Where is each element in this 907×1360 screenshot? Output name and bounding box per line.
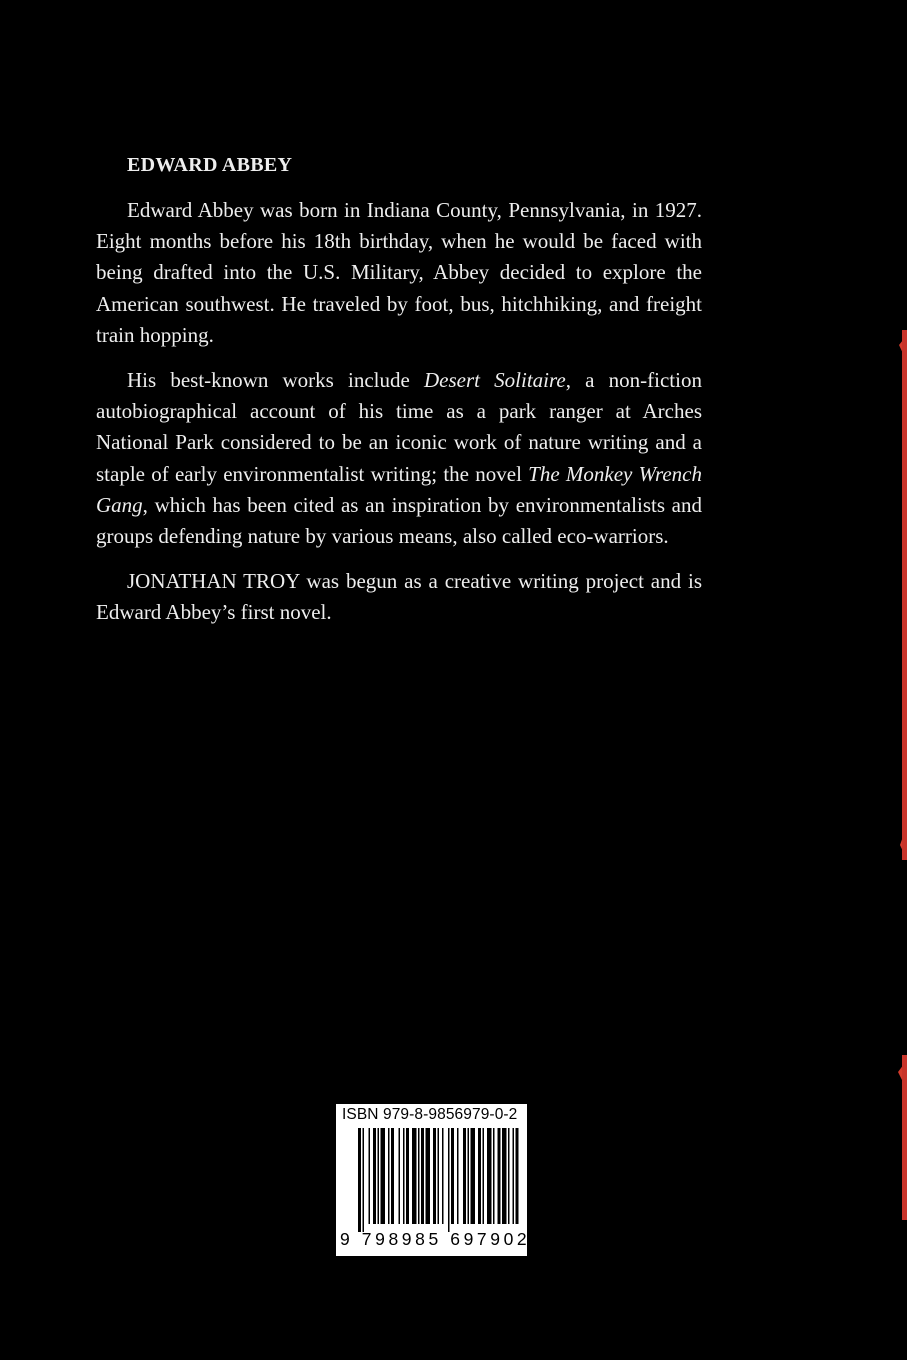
works-text-1: His best-known works include xyxy=(127,368,425,393)
author-bio-paragraph: Edward Abbey was born in Indiana County, Pennsylvania, in 1927. Eight months before his 18th birthday, when he would be faced with being drafted into the U.S. Military, Abbey decided to explore the American southwest. He traveled by foot, bus, hitchhiking, and freight train hopping. xyxy=(96,198,702,347)
works-text-2: , a non-fiction autobiographical account of his time as a park ranger at Arches National Park considered to be an iconic work of nature writing and a staple of early environmentalist writing; the novel xyxy=(96,368,702,486)
first-novel-paragraph: JONATHAN TROY was begun as a creative writing project and is Edward Abbey’s first novel. xyxy=(96,569,702,625)
about-author-section xyxy=(96,148,702,643)
best-known-works-paragraph xyxy=(96,365,702,552)
red-stripe-decoration xyxy=(895,0,907,1360)
isbn-label: ISBN 979-8-9856979-0-2 xyxy=(342,1106,518,1123)
author-heading: EDWARD ABBEY xyxy=(127,154,293,176)
book-title-desert-solitaire: Desert Solitaire xyxy=(424,368,566,393)
works-text-3: , which has been cited as an inspiration by environmentalists and groups defending nature by various means, also called eco-warriors. xyxy=(96,492,702,549)
book-title-monkey-wrench-gang: The Monkey Wrench Gang xyxy=(96,461,703,517)
barcode-digits: 9 798985 697902 xyxy=(340,1229,531,1249)
isbn-barcode xyxy=(336,1104,531,1256)
